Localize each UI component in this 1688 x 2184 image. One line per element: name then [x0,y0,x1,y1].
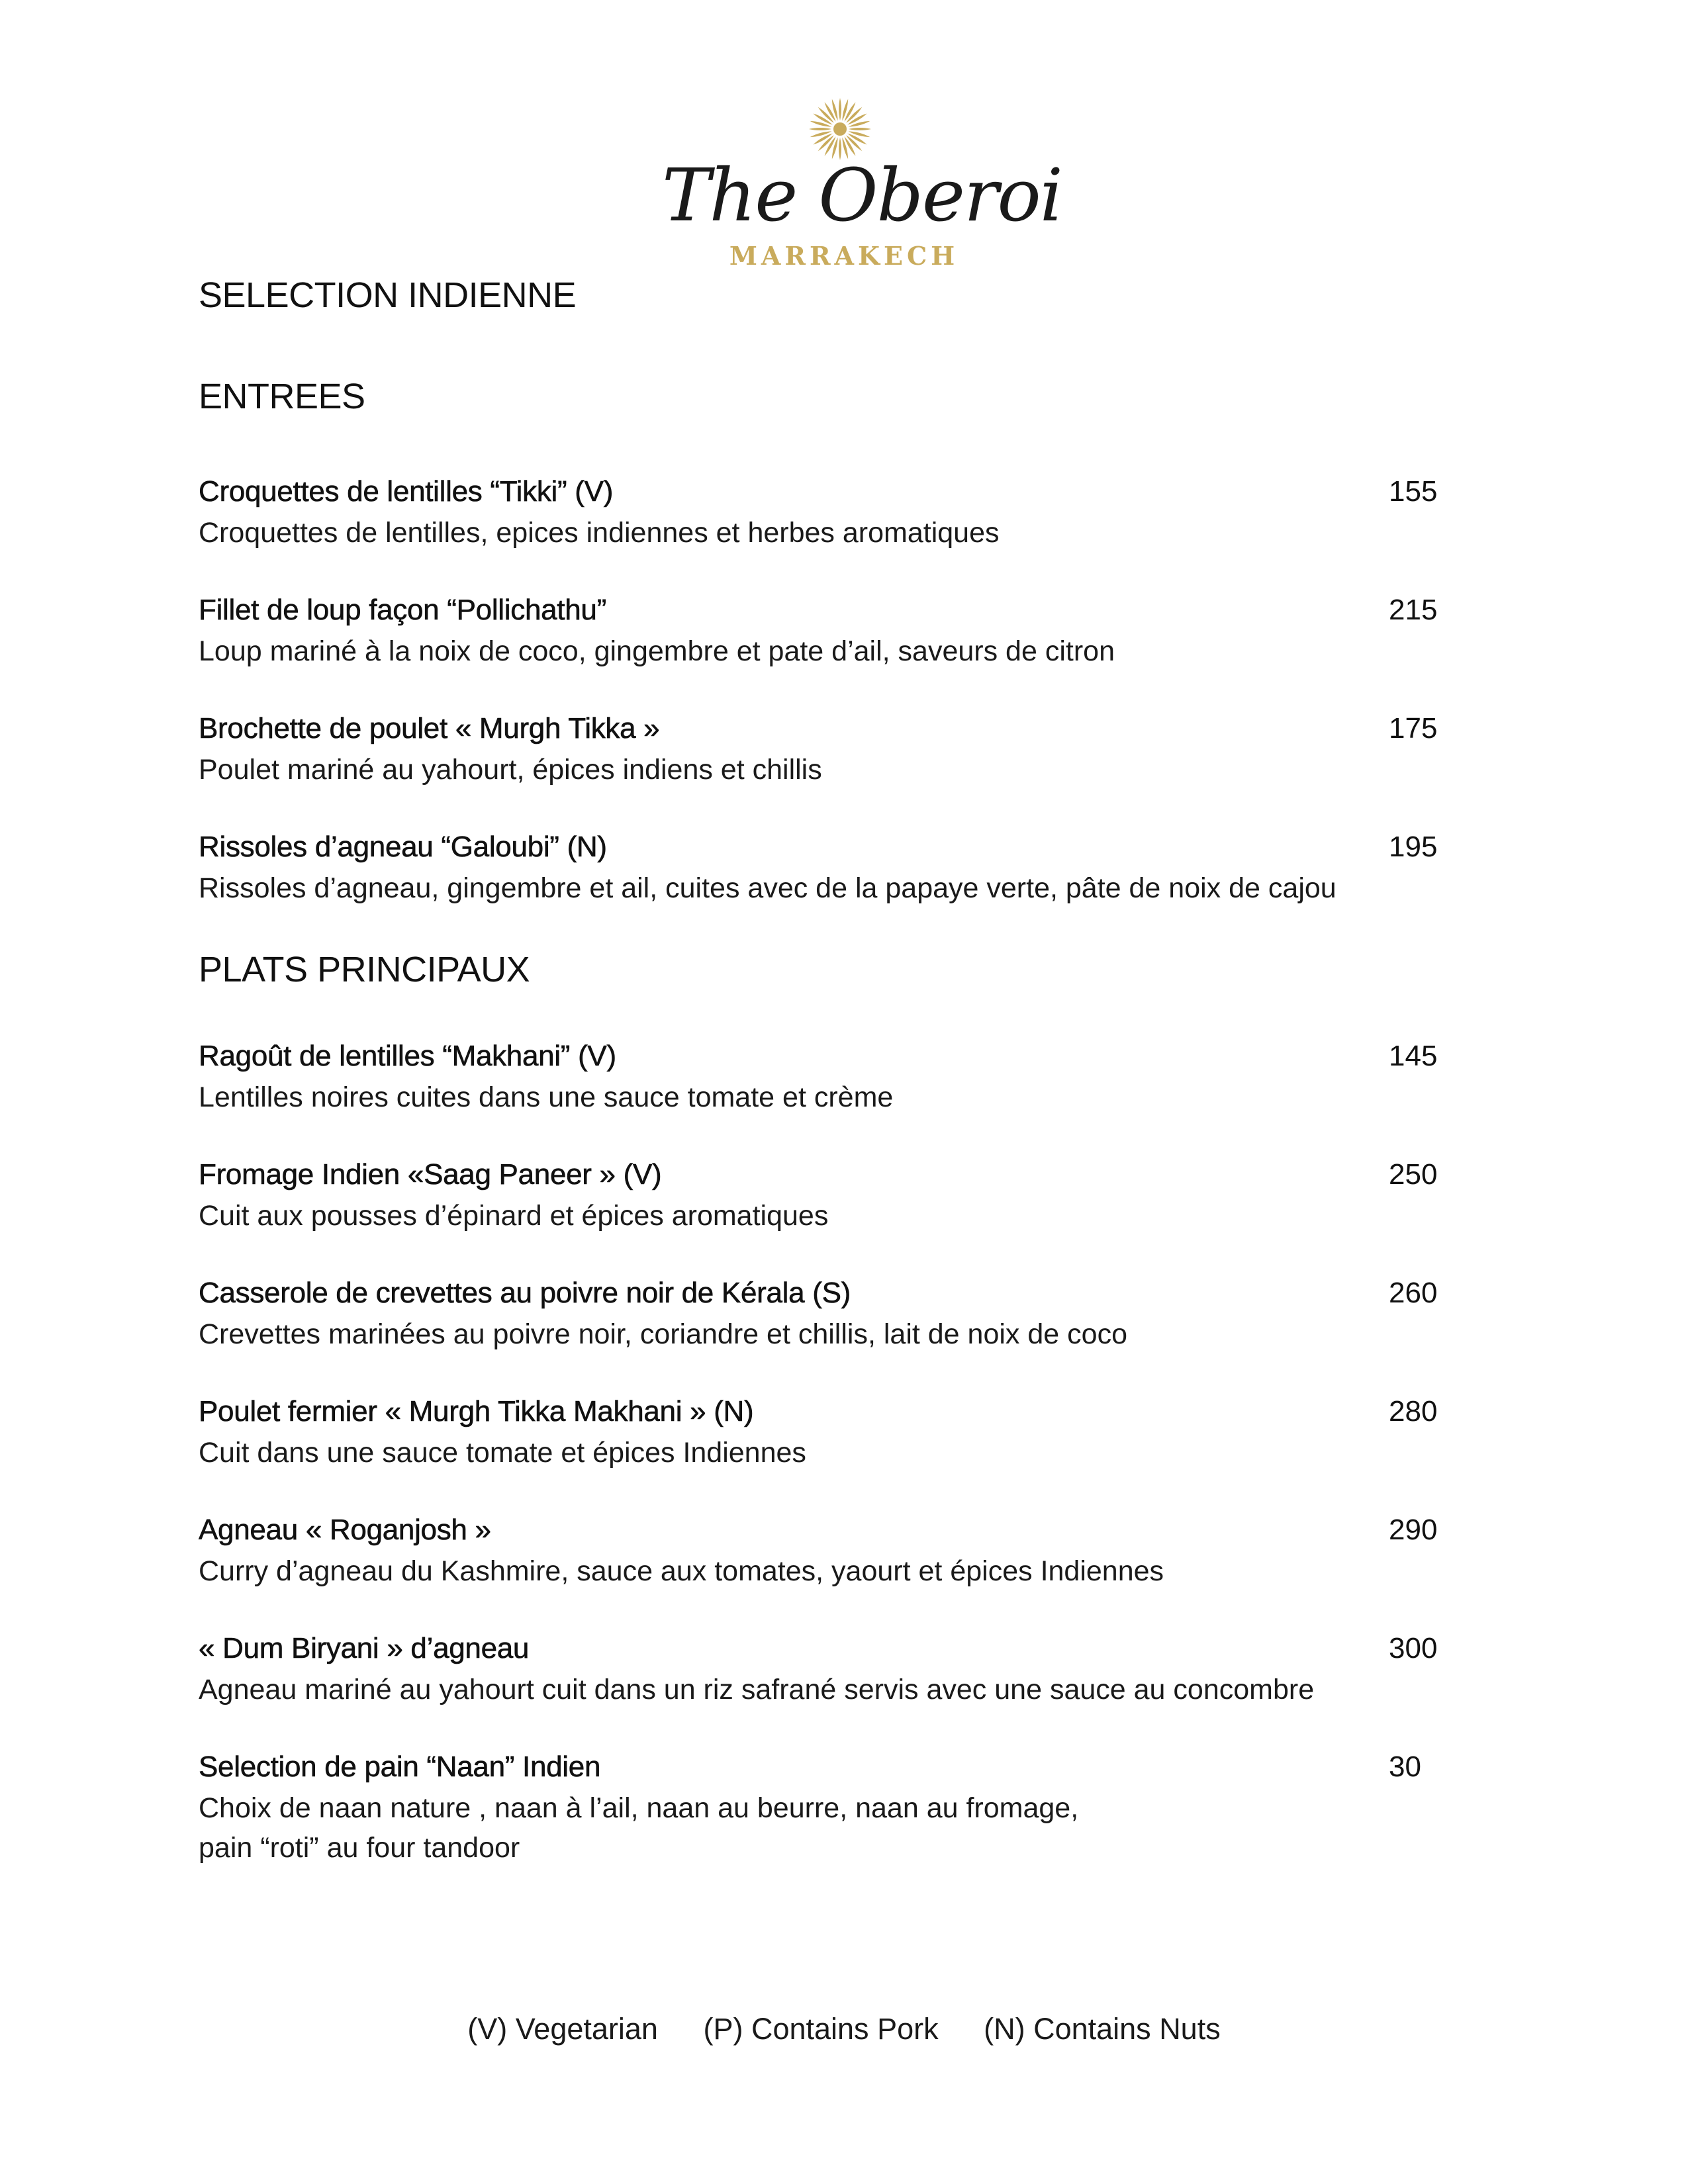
item-description: Cuit dans une sauce tomate et épices Indiennes [199,1437,806,1469]
item-price: 300 [1389,1632,1438,1664]
item-name: Ragoût de lentilles “Makhani” (V) [199,1040,616,1072]
item-name: Agneau « Roganjosh » [199,1514,491,1546]
emblem-petal [831,99,839,121]
item-price: 215 [1389,594,1438,626]
item-name: Casserole de crevettes au poivre noir de Kérala (S) [199,1277,851,1309]
legend-vegetarian: (V) Vegetarian [467,2012,658,2046]
emblem-petal [810,130,832,138]
item-description: Agneau mariné au yahourt cuit dans un riz safrané servis avec une sauce au concombre [199,1674,1315,1706]
item-description: Loup mariné à la noix de coco, gingembre et pate d’ail, saveurs de citron [199,635,1115,667]
item-description: Lentilles noires cuites dans une sauce tomate et crème [199,1081,894,1113]
item-price: 195 [1389,831,1438,863]
item-price: 145 [1389,1040,1438,1072]
emblem-petal [848,130,870,138]
item-name: Selection de pain “Naan” Indien [199,1751,601,1783]
section-heading-plats-principaux: PLATS PRINCIPAUX [199,950,530,989]
item-name: « Dum Biryani » d’agneau [199,1632,530,1664]
section-heading-entrees: ENTREES [199,377,365,416]
item-price: 155 [1389,475,1438,508]
emblem-petal [849,128,871,130]
emblem-petal [810,120,832,128]
item-description: Choix de naan nature , naan à l’ail, naan au beurre, naan au fromage, [199,1792,1079,1824]
dietary-legend [0,2011,1688,2048]
item-description: Cuit aux pousses d’épinard et épices aromatiques [199,1200,829,1232]
brand-city: MARRAKECH [729,241,959,271]
legend-nuts: (N) Contains Nuts [984,2012,1221,2046]
item-price: 30 [1389,1751,1421,1783]
item-name: Croquettes de lentilles “Tikki” (V) [199,475,614,508]
item-price: 280 [1389,1395,1438,1428]
item-description: pain “roti” au four tandoor [199,1832,520,1864]
menu-title: SELECTION INDIENNE [199,275,577,315]
emblem-petal [841,99,849,121]
legend-pork: (P) Contains Pork [703,2012,939,2046]
item-description: Croquettes de lentilles, epices indiennes et herbes aromatiques [199,517,1000,549]
item-price: 260 [1389,1277,1438,1309]
item-description: Rissoles d’agneau, gingembre et ail, cuites avec de la papaye verte, pâte de noix de cajou [199,872,1336,904]
item-description: Poulet mariné au yahourt, épices indiens et chillis [199,754,822,786]
emblem-petal [848,120,870,128]
item-name: Rissoles d’agneau “Galoubi” (N) [199,831,607,863]
item-description: Crevettes marinées au poivre noir, coriandre et chillis, lait de noix de coco [199,1318,1127,1350]
hotel-logo [662,96,1062,275]
item-price: 250 [1389,1158,1438,1191]
item-price: 290 [1389,1514,1438,1546]
item-name: Brochette de poulet « Murgh Tikka » [199,712,660,745]
emblem-petal [839,98,841,120]
brand-name: The Oberoi [662,153,1062,238]
item-name: Fromage Indien «Saag Paneer » (V) [199,1158,662,1191]
item-name: Poulet fermier « Murgh Tikka Makhani » (N) [199,1395,754,1428]
item-description: Curry d’agneau du Kashmire, sauce aux tomates, yaourt et épices Indiennes [199,1555,1164,1587]
emblem-petal [809,128,831,130]
item-price: 175 [1389,712,1438,745]
item-name: Fillet de loup façon “Pollichathu” [199,594,606,626]
